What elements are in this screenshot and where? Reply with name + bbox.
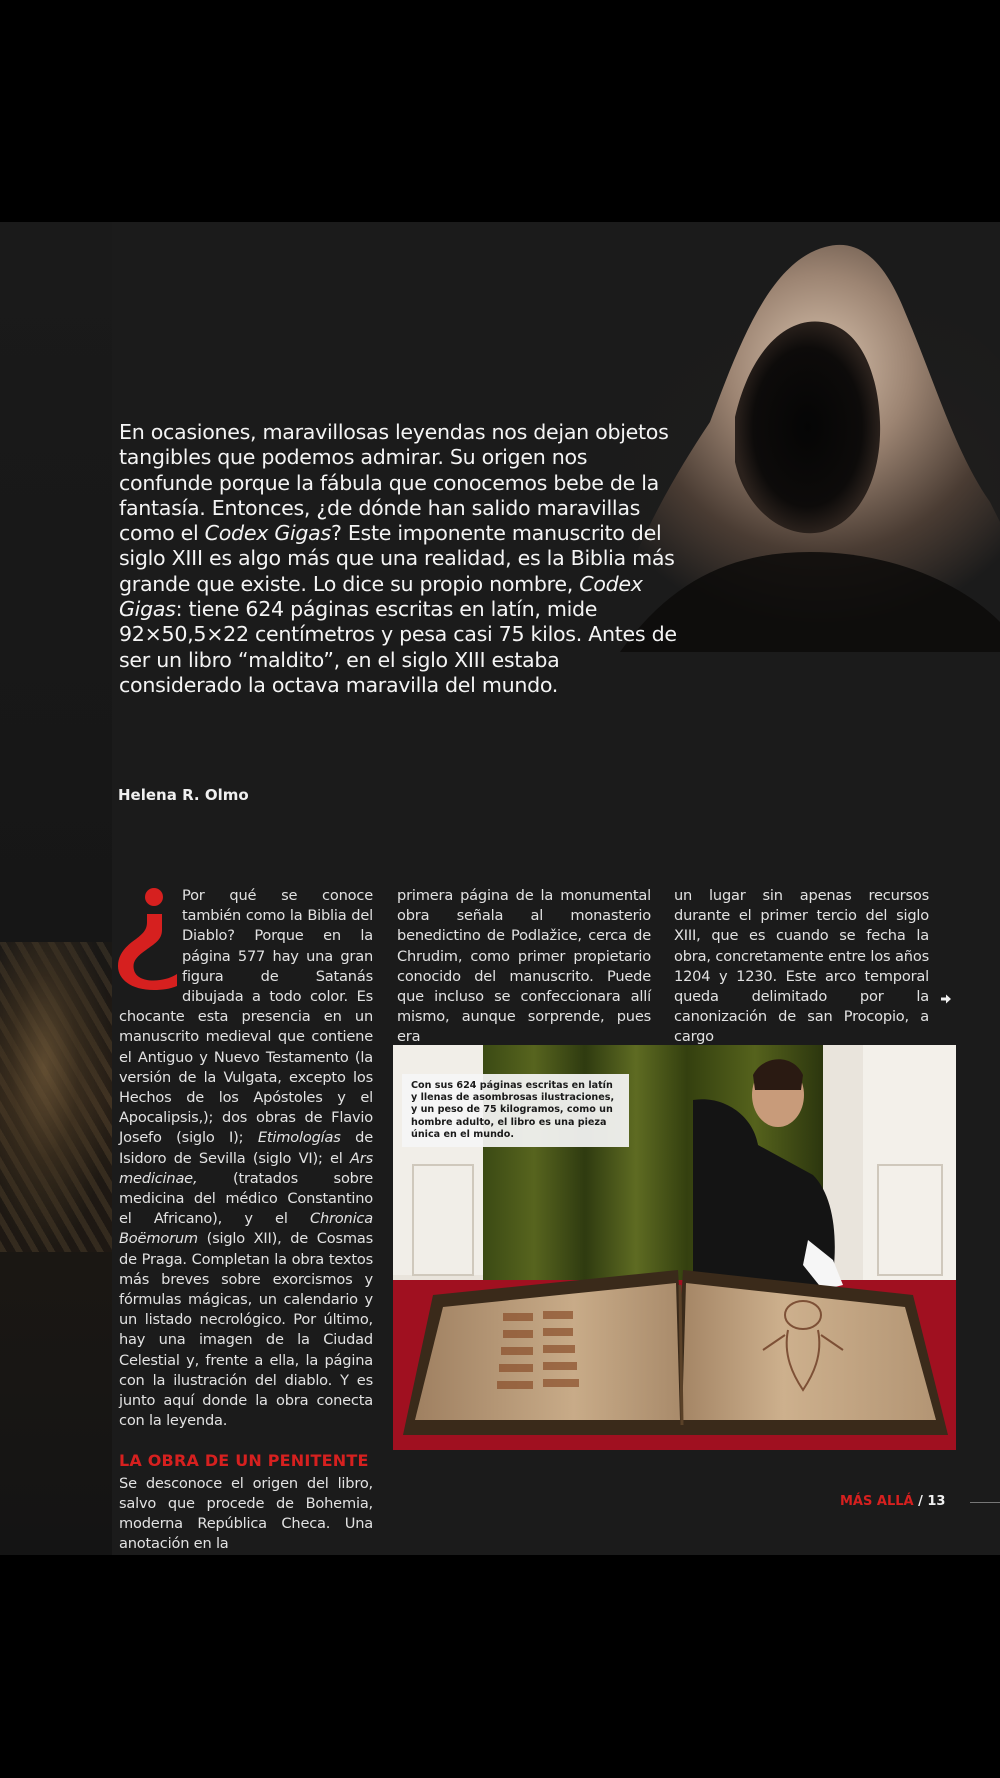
inverted-question-mark-dropcap-icon bbox=[116, 886, 178, 990]
body-col1-text-c: (tratados sobre medicina del médico Constantino el Africano), y el bbox=[119, 1169, 373, 1228]
body-col2-text: primera página de la monumental obra señala al monasterio benedictino de Podlažice, cerca de Chrudim, como primer propietario conocido del manuscrito. Puede que incluso se confeccionara allí mismo, aunque sorprende, pues era bbox=[397, 887, 651, 1046]
body-column-3 bbox=[674, 886, 929, 1048]
footer-separator: / bbox=[913, 1494, 928, 1509]
body-col1-italic-etimologias: Etimologías bbox=[257, 1129, 341, 1147]
intro-codex-gigas-2: Codex Gigas bbox=[119, 571, 643, 622]
wood-texture-decoration bbox=[0, 942, 112, 1252]
magazine-name: MÁS ALLÁ bbox=[840, 1494, 914, 1509]
intro-text-2: ? Este imponente manuscrito del siglo XIII es algo más que una realidad, es la Biblia más grande que existe. Lo dice su propio nombre, bbox=[119, 521, 675, 596]
body-col1-text-d: (siglo XII), de Cosmas de Praga. Completan la obra textos más breves sobre exorcismos y fórmulas mágicas, un calendario y un listado necrológico. Por último, hay una imagen de la Ciudad Celestial y, frente a ella, la página con la ilustración del diablo. Y es junto aquí donde la obra conecta con la leyenda. bbox=[119, 1230, 373, 1430]
body-col1-italic-chronica: Chronica Boëmorum bbox=[119, 1210, 373, 1248]
magazine-page bbox=[0, 222, 1000, 1555]
body-col3-text: un lugar sin apenas recursos durante el primer tercio del siglo XIII, que es cuando se fecha la obra, concretamente entre los años 1204 y 1230. Este arco temporal queda delimitado por la canonización de san Procopio, a cargo bbox=[674, 887, 929, 1046]
intro-text-1: En ocasiones, maravillosas leyendas nos dejan objetos tangibles que podemos admirar. Su origen nos confunde porque la fábula que conocemos bebe de la fantasía. Entonces, ¿de dónde han salido maravillas como el bbox=[119, 420, 669, 546]
body-col1-text-e: Se desconoce el origen del libro, salvo que procede de Bohemia, moderna República Checa. Una anotación en la bbox=[119, 1474, 373, 1553]
arrow-right-icon bbox=[940, 993, 952, 1005]
body-col1-text-a: Por qué se conoce también como la Biblia del Diablo? Porque en la página 577 hay una gran figura de Satanás dibujada a todo color. Es chocante esta presencia en un manuscrito medieval que contiene el Antiguo y Nuevo Testamento (la versión de la Vulgata, excepto los Hechos de los Apóstoles y el Apocalipsis,); dos obras de Flavio Josefo (siglo I); bbox=[119, 887, 373, 1147]
intro-text-3: : tiene 624 páginas escritas en latín, mide 92×50,5×22 centímetros y pesa casi 75 kilos. Antes de ser un libro “maldito”, en el siglo XIII estaba considerado la octava maravilla del mundo. bbox=[119, 597, 677, 697]
intro-paragraph bbox=[119, 420, 679, 698]
body-col1-text-b: de Isidoro de Sevilla (siglo VI); el bbox=[119, 1129, 374, 1167]
intro-codex-gigas-1: Codex Gigas bbox=[204, 521, 331, 546]
body-column-1 bbox=[119, 886, 373, 1555]
body-column-2 bbox=[397, 886, 651, 1048]
section-subheading: LA OBRA DE UN PENITENTE bbox=[119, 1451, 369, 1471]
page-number: 13 bbox=[927, 1494, 946, 1509]
body-col1-italic-ars-medicinae: Ars medicinae, bbox=[119, 1149, 373, 1187]
page-footer bbox=[840, 1494, 945, 1509]
author-byline: Helena R. Olmo bbox=[118, 786, 249, 804]
footer-rule bbox=[970, 1502, 1000, 1503]
left-decorative-strip bbox=[0, 222, 112, 1555]
photo-caption: Con sus 624 páginas escritas en latín y llenas de asombrosas ilustraciones, y un peso de 75 kilogramos, como un hombre adulto, el libro es una pieza única en el mundo. bbox=[402, 1074, 629, 1147]
